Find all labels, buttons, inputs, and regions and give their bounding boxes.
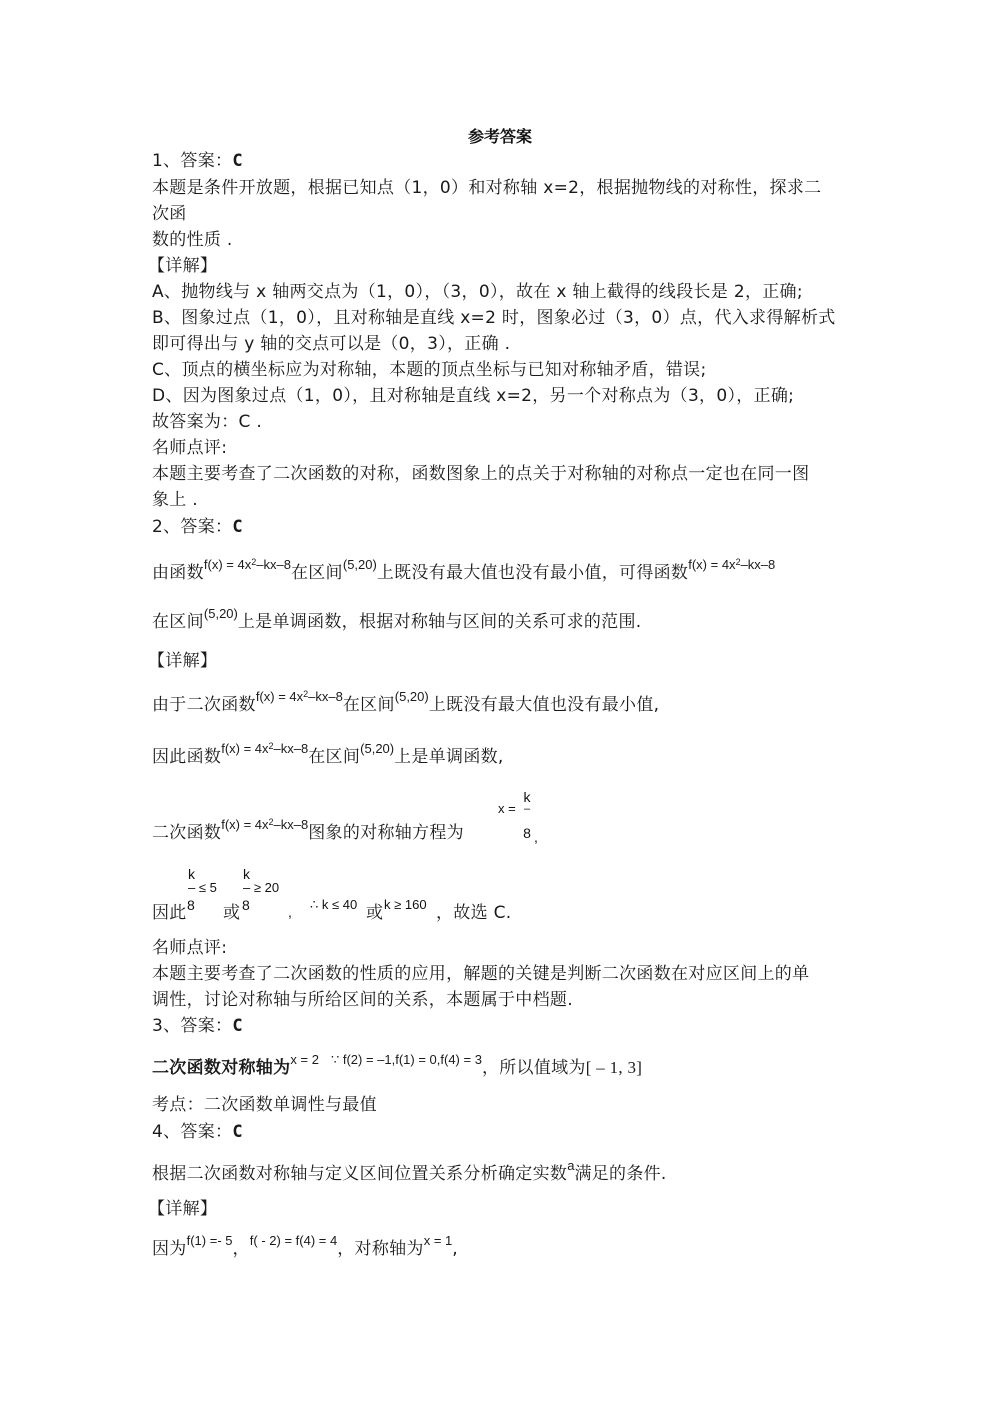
range: [ – 1, 3]: [585, 1058, 643, 1077]
frac-denominator: 8: [523, 825, 531, 841]
frac-numerator: k: [523, 789, 531, 805]
q1-intro-line1: 本题是条件开放题，根据已知点（1，0）和对称轴 x=2，根据抛物线的对称性，探求二: [152, 178, 822, 198]
variable-a: a: [567, 1158, 575, 1173]
q2-detail-heading: 【详解】: [148, 651, 218, 671]
function-formula: f(x) = 4x2–kx–8: [688, 557, 776, 572]
axis: x = 1: [423, 1233, 453, 1248]
answer-value: C: [232, 1122, 243, 1142]
function-formula: f(x) = 4x2–kx–8: [255, 689, 343, 704]
interval: (5,20): [394, 689, 429, 704]
comma: ,: [288, 904, 292, 920]
q2-line4: 因此函数$^{f(x) = 4x^2-kx-8}$在区间$^{(5,20)}$上是单调函数,: [152, 741, 504, 767]
comma: ,: [534, 829, 538, 845]
q3-answer: [152, 1015, 243, 1037]
q1-intro-line2: 次函: [152, 204, 187, 224]
answer-value: C: [232, 1016, 243, 1036]
q4-line1: 根据二次函数对称轴与定义区间位置关系分析确定实数$^a$满足的条件.: [152, 1158, 667, 1184]
q1-comment-line2: 象上 .: [152, 490, 199, 510]
answer-value: C: [232, 517, 243, 537]
frac-bar: –: [523, 803, 531, 815]
q2-line1: 由函数$^{f(x) = 4x^2-kx-8}$在区间$^{(5,20)}$上既没有最大值也没有最小值，可得函数$^{f(x) = 4x^2-kx-8}$: [152, 557, 776, 583]
function-formula: f(x) = 4x2–kx–8: [221, 817, 309, 832]
k-ge: k ≥ 160: [384, 897, 427, 912]
q2-line6: 因此: [152, 903, 187, 923]
q3-exam-point: 考点：二次函数单调性与最值: [152, 1095, 377, 1115]
q1-comment-line1: 本题主要考查了二次函数的对称，函数图象上的点关于对称轴的对称点一定也在同一图: [152, 464, 810, 484]
f1: f(1) =- 5: [186, 1233, 233, 1248]
q1-answer: [152, 150, 243, 172]
q2-answer: [152, 516, 243, 538]
q2-comment-line2: 调性，讨论对称轴与所给区间的关系，本题属于中档题.: [152, 990, 573, 1010]
q3-line: 二次函数对称轴为$^{x = 2}$ $^{\because f(2) = -1,f(1) = 0,f(4) = 3}$，所以值域为[ – 1, 3]: [152, 1052, 643, 1078]
interval: (5,20): [360, 741, 395, 756]
q1-item-a: A、抛物线与 x 轴两交点为（1，0），（3，0），故在 x 轴上截得的线段长是 2，正确;: [152, 282, 803, 302]
answer-label: 1、答案：: [152, 151, 233, 171]
therefore-k-le: ∴ k ≤ 40: [310, 897, 358, 912]
q4-answer: [152, 1121, 243, 1143]
q1-item-c: C、顶点的横坐标应为对称轴，本题的顶点坐标与已知对称轴矛盾，错误;: [152, 360, 707, 380]
function-formula: f(x) = 4x2–kx–8: [221, 741, 309, 756]
conclusion: ，故选 C.: [436, 903, 512, 923]
axis-x-eq: x =: [498, 801, 516, 816]
function-formula: f(x) = 4x2–kx–8: [203, 557, 291, 572]
q2-line2: 在区间$^{(5,20)}$上是单调函数，根据对称轴与区间的关系可求的范围.: [152, 606, 642, 632]
interval: (5,20): [203, 606, 238, 621]
q2-line5: 二次函数$^{f(x) = 4x^2-kx-8}$图象的对称轴方程为: [152, 817, 464, 843]
q1-item-b-line1: B、图象过点（1，0），且对称轴是直线 x=2 时，图象必过（3，0）点，代入求得解析式: [152, 308, 836, 328]
frac-8: 8: [187, 897, 195, 913]
q1-intro-line3: 数的性质 .: [152, 230, 233, 250]
or-1: 或: [223, 903, 241, 923]
or-2: 或: [366, 903, 384, 923]
answer-value: C: [232, 151, 243, 171]
q4-detail-heading: 【详解】: [148, 1199, 218, 1219]
q2-comment-heading: 名师点评:: [152, 938, 228, 958]
frac-k: k: [188, 866, 195, 882]
q2-line3: 由于二次函数$^{f(x) = 4x^2-kx-8}$在区间$^{(5,20)}$上既没有最大值也没有最小值,: [152, 689, 660, 715]
q1-item-d: D、因为图象过点（1，0），且对称轴是直线 x=2，另一个对称点为（3，0），正确;: [152, 386, 795, 406]
q1-comment-heading: 名师点评:: [152, 438, 228, 458]
q4-line2: 因为$^{f(1) =- 5}$，$^{f( - 2) = f(4) = 4}$，对称轴为$^{x = 1}$,: [152, 1233, 458, 1259]
frac-8: 8: [242, 897, 250, 913]
ineq2: – ≥ 20: [243, 880, 280, 895]
q2-comment-line1: 本题主要考查了二次函数的性质的应用，解题的关键是判断二次函数在对应区间上的单: [152, 964, 810, 984]
q1-item-b-line2: 即可得出与 y 轴的交点可以是（0，3），正确 .: [152, 334, 511, 354]
interval: (5,20): [342, 557, 377, 572]
ineq1: – ≤ 5: [188, 880, 217, 895]
axis: x = 2: [290, 1052, 319, 1067]
q1-conclusion: 故答案为：C .: [152, 412, 263, 432]
answer-label: 2、答案：: [152, 517, 233, 537]
f2: f( - 2) = f(4) = 4: [249, 1233, 338, 1248]
values: ∵ f(2) = –1,f(1) = 0,f(4) = 3: [330, 1052, 482, 1067]
q1-detail-heading: 【详解】: [148, 256, 218, 276]
answer-label: 3、答案：: [152, 1016, 233, 1036]
frac-k: k: [243, 866, 250, 882]
page-title: 参考答案: [467, 127, 532, 146]
answer-label: 4、答案：: [152, 1122, 233, 1142]
